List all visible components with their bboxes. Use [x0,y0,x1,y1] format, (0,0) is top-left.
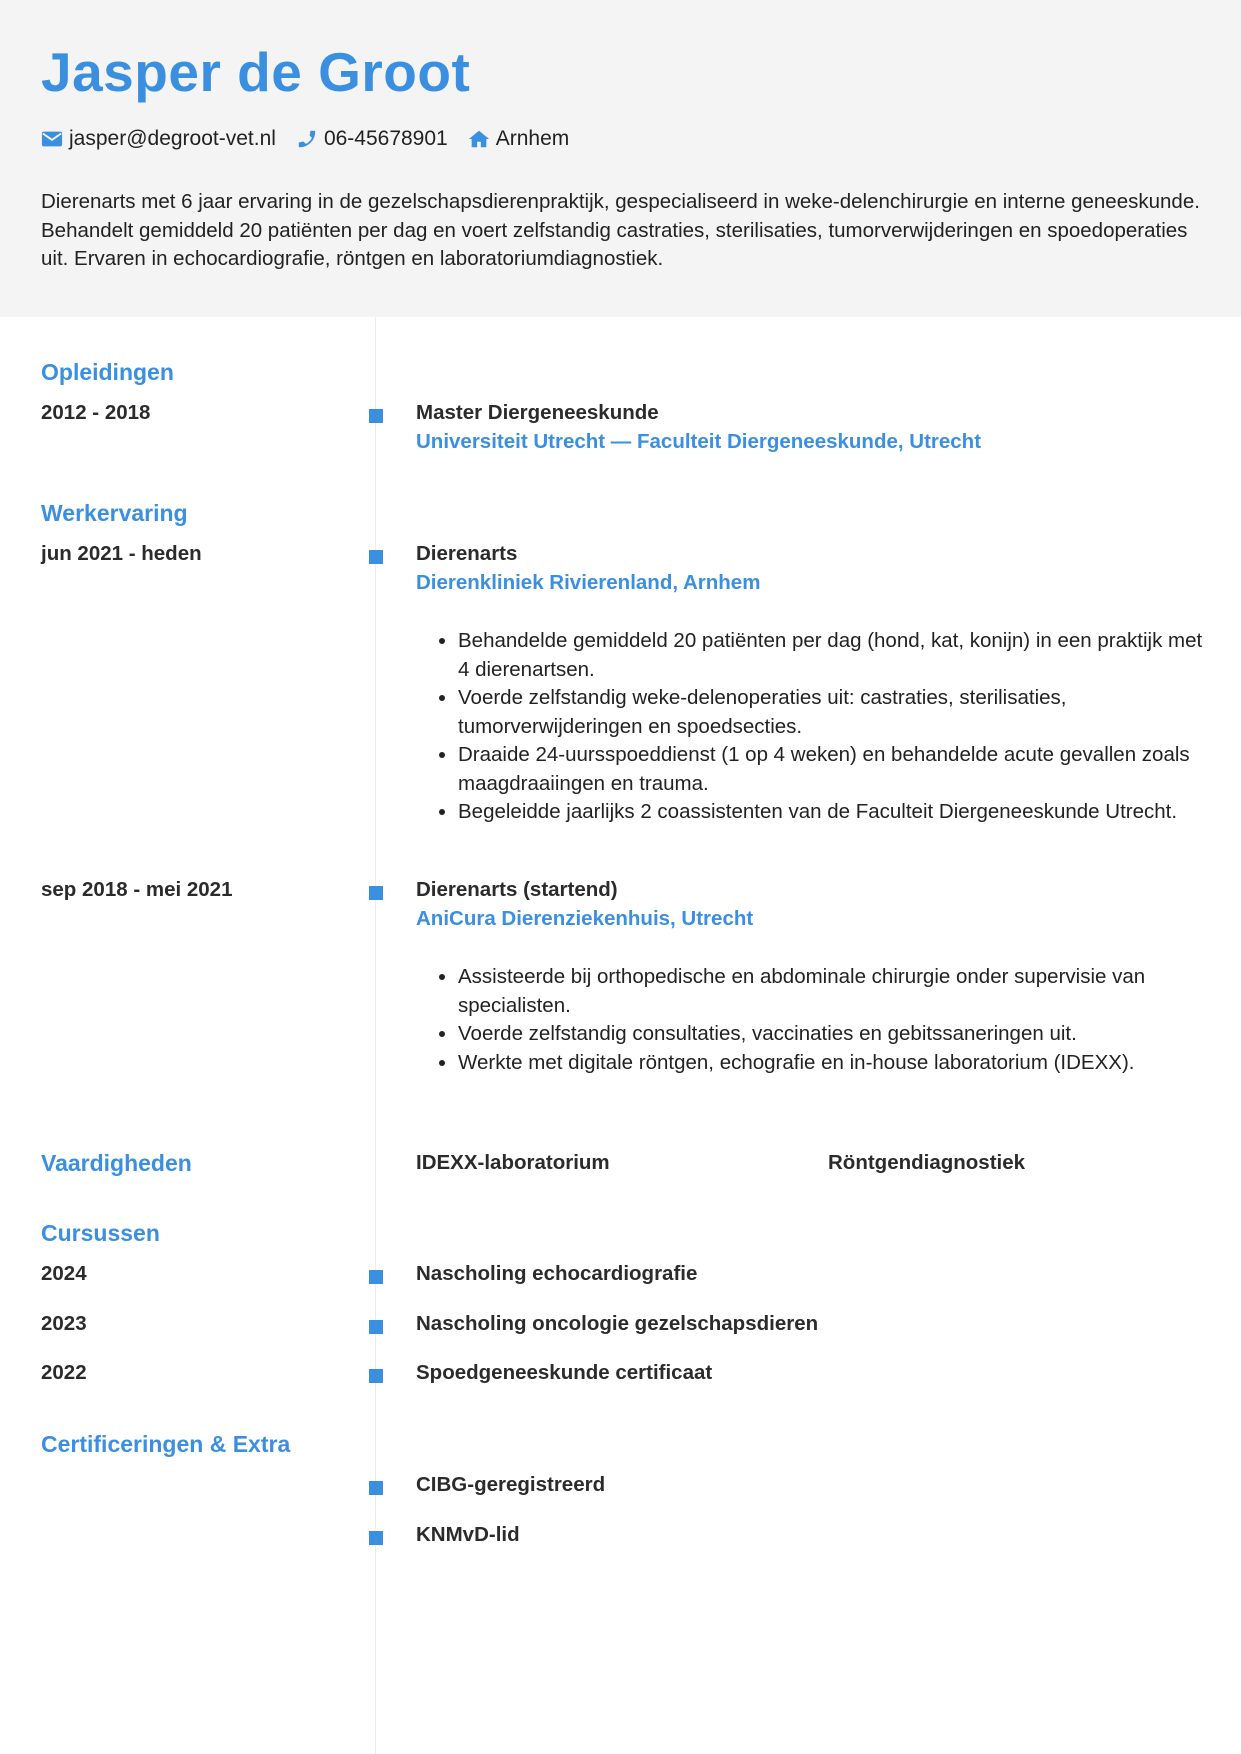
job-title: Dierenarts [416,542,518,565]
contact-email[interactable] [41,127,276,151]
timeline-marker [369,886,383,900]
section-title-courses: Cursussen [41,1220,160,1246]
header-section [0,0,1241,317]
list-item: • Begeleidde jaarlijks 2 coassistenten van de Faculteit Diergeneeskunde Utrecht. [458,798,1206,827]
location-text: Arnhem [495,127,570,150]
section-title-experience: Werkervaring [41,500,188,526]
job-dates: sep 2018 - mei 2021 [41,878,233,901]
job-employer: AniCura Dierenziekenhuis, Utrecht [416,907,754,930]
envelope-icon [41,128,63,150]
job-dates: jun 2021 - heden [41,542,202,565]
certification-item: KNMvD-lid [416,1523,520,1546]
list-item: • Voerde zelfstandig consultaties, vaccinaties en gebitssaneringen uit. [458,1020,1206,1049]
education-institution: Universiteit Utrecht — Faculteit Diergeneeskunde, Utrecht [416,430,982,453]
timeline-marker [369,409,383,423]
job-title: Dierenarts (startend) [416,878,618,901]
skill-item: Röntgendiagnostiek [828,1151,1026,1174]
contact-location [468,127,570,151]
course-title: Nascholing oncologie gezelschapsdieren [416,1312,819,1335]
section-title-skills: Vaardigheden [41,1150,192,1176]
skill-item: IDEXX-laboratorium [416,1151,610,1174]
list-item: • Voerde zelfstandig weke-delenoperaties uit: castraties, sterilisaties, tumorverwijderingen en spoedsecties. [458,684,1206,741]
list-item: • Assisteerde bij orthopedische en abdominale chirurgie onder supervisie van specialisten. [458,963,1206,1020]
list-item: • Werkte met digitale röntgen, echografie en in-house laboratorium (IDEXX). [458,1049,1206,1078]
course-title: Nascholing echocardiografie [416,1262,698,1285]
course-title: Spoedgeneeskunde certificaat [416,1361,713,1384]
candidate-name: Jasper de Groot [41,41,471,103]
timeline-marker [369,1320,383,1334]
email-text[interactable]: jasper@degroot-vet.nl [69,127,276,150]
education-dates: 2012 - 2018 [41,401,151,424]
phone-icon [296,128,318,150]
job-bullet-list [416,963,1206,1077]
profile-summary: Dierenarts met 6 jaar ervaring in de gezelschapsdierenpraktijk, gespecialiseerd in weke-delenchirurgie en interne geneeskunde. Behandelt gemiddeld 20 patiënten per dag en voert zelfstandig castraties, sterilisaties, tumorverwijderingen en spoedoperaties uit. Ervaren in echocardiografie, röntgen en laboratoriumdiagnostiek. [41,190,1200,270]
job-bullet-list [416,627,1206,827]
timeline-marker [369,550,383,564]
course-year: 2023 [41,1312,87,1335]
contact-phone[interactable] [296,127,448,151]
timeline-marker [369,1531,383,1545]
home-icon [468,128,490,150]
course-year: 2024 [41,1262,87,1285]
timeline-marker [369,1481,383,1495]
certification-item: CIBG-geregistreerd [416,1473,606,1496]
contact-row [41,127,589,151]
section-title-education: Opleidingen [41,359,174,385]
timeline-marker [369,1270,383,1284]
list-item: • Draaide 24-uursspoeddienst (1 op 4 weken) en behandelde acute gevallen zoals maagdraaiingen en trauma. [458,741,1206,798]
phone-text[interactable]: 06-45678901 [323,127,448,150]
job-employer: Dierenkliniek Rivierenland, Arnhem [416,571,761,594]
education-title: Master Diergeneeskunde [416,401,659,424]
timeline-marker [369,1369,383,1383]
section-title-certifications: Certificeringen & Extra [41,1431,291,1457]
course-year: 2022 [41,1361,87,1384]
list-item: • Behandelde gemiddeld 20 patiënten per dag (hond, kat, konijn) in een praktijk met 4 dierenartsen. [458,627,1206,684]
